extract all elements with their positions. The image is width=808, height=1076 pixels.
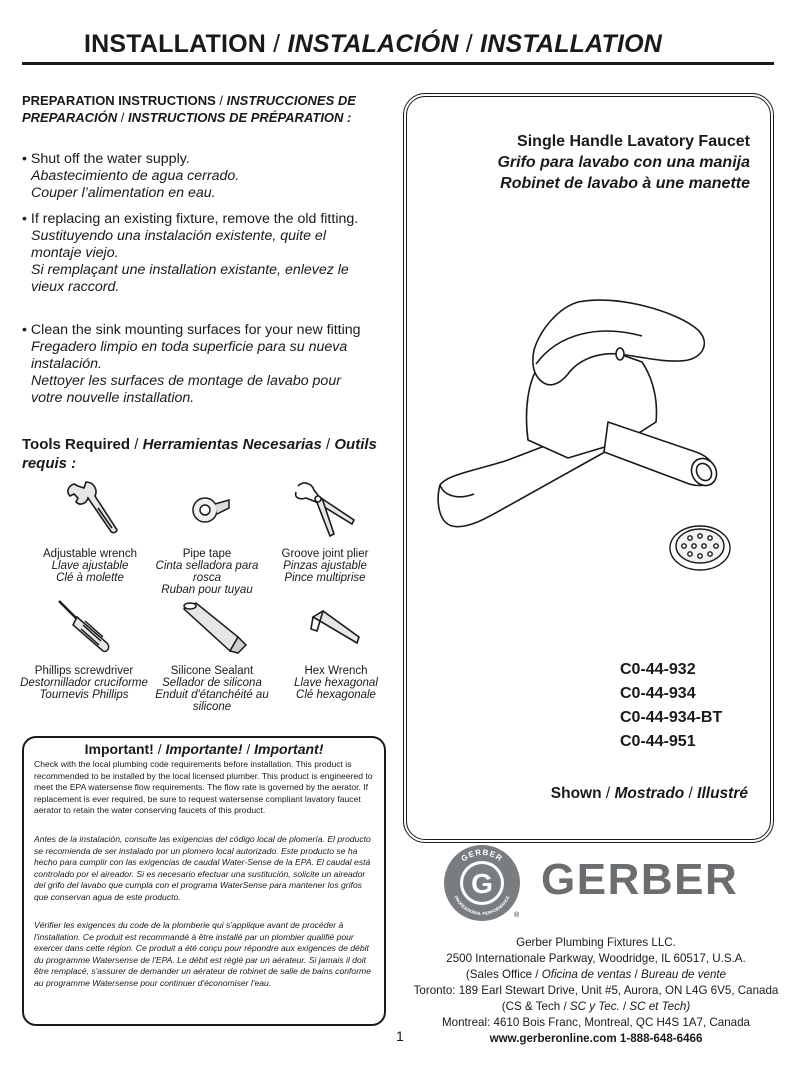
- important-heading: Important! / Importante! / Important!: [84, 741, 324, 757]
- prep-bullet-1: • Shut off the water supply. Abastecimiento de agua cerrado. Couper l’alimentation en eau.: [22, 151, 240, 201]
- shown-label: Shown / Mostrado / Illustré: [550, 785, 748, 802]
- tool-pipe-tape: Pipe tape Cinta selladora para rosca Ruban pour tuyau: [143, 478, 271, 596]
- important-text-fr: Vérifier les exigences du code de la plomberie qui s'applique avant de procéder à l'installation. Ce produit est recommandé à être installé par un plombier qualifié pour exercer dans cette région. Ce produit a été conçu pour répondre aux exigences de débit du programme Watersense de l'EPA. Le débit est réglé par un aérateur. Si jamais il doit être remplacé, s'assurer de demander un aérateur de robinet de salle de bains conforme au programme Watersense pour continuer d'économiser l'eau.: [34, 920, 371, 988]
- prep-bullet-3: • Clean the sink mounting surfaces for your new fitting Fregadero limpio en toda superficie para su nueva instalación. Nettoyer les surfaces de montage de lavabo pour votre nouvelle installation.: [22, 322, 361, 406]
- groove-joint-plier-icon: [290, 478, 360, 540]
- svg-text:G: G: [471, 868, 493, 899]
- faucet-illustration: [428, 290, 758, 580]
- svg-text:GERBER: GERBER: [459, 847, 505, 864]
- important-text-es: Antes de la instalación, consulte las exigencias del código local de plomería. El producto se recomienda de ser instalado por un plomero local autorizado. Este producto se ha hecho para cumplir con las exigencias de caudal Water-Sense de la EPA. El caudal está controlado por el aireador. Si es necesario efectuar una sustitución, solicite un aireador del grifo del lavabo que cumpla con el programa WaterSense para mantener los grifos que conservan agua de este producto.: [34, 834, 371, 902]
- gerber-seal-logo: [442, 843, 522, 923]
- tool-groove-joint-plier: Groove joint plier Pinzas ajustable Pince multiprise: [261, 478, 389, 584]
- adjustable-wrench-icon: [60, 478, 120, 540]
- brand-name: GERBER: [541, 855, 739, 904]
- pipe-tape-icon: [177, 478, 237, 540]
- model-number: C0-44-934: [620, 685, 696, 702]
- tool-silicone-sealant: Silicone Sealant Sellador de silicona Enduit d'étanchéité au silicone: [148, 595, 276, 713]
- phillips-screwdriver-icon: [49, 595, 119, 657]
- hex-wrench-icon: [301, 595, 371, 657]
- tools-heading: Tools Required / Herramientas Necesarias / Outils requis :: [22, 436, 377, 472]
- model-number: C0-44-951: [620, 733, 696, 750]
- prep-bullet-2: • If replacing an existing fixture, remove the old fitting. Sustituyendo una instalación existente, quite el montaje viejo. Si remplaçant une installation existante, enlevez le vieux raccord.: [22, 211, 359, 295]
- tool-phillips-screwdriver: Phillips screwdriver Destornillador cruciforme Tournevis Phillips: [20, 595, 148, 701]
- svg-text:PROFESSIONAL PERFORMANCE: PROFESSIONAL PERFORMANCE: [453, 894, 511, 917]
- registered-mark: ®: [514, 912, 520, 919]
- tool-adjustable-wrench: Adjustable wrench Llave ajustable Clé à molette: [26, 478, 154, 584]
- model-numbers: [620, 658, 722, 754]
- silicone-sealant-icon: [172, 595, 252, 657]
- page-title: INSTALLATION / INSTALACIÓN / INSTALLATION: [84, 30, 663, 58]
- important-text-en: Check with the local plumbing code requirements before installation. This product is recommended to be installed by the local licensed plumber. This product is engineered to meet the EPA watersense flow requirements. The flow rate is governed by the aerator. If replacement is ever required, be sure to request watersense compliant lavatory faucet aerator to retain the water conserving faucets of this product.: [34, 759, 373, 816]
- page-number: 1: [396, 1028, 404, 1044]
- preparation-heading: PREPARATION INSTRUCTIONS / INSTRUCCIONES DE PREPARACIÓN / INSTRUCTIONS DE PRÉPARATION :: [22, 93, 356, 125]
- website-phone[interactable]: www.gerberonline.com 1-888-648-6466: [489, 1032, 703, 1045]
- company-address: Gerber Plumbing Fixtures LLC. 2500 Internationale Parkway, Woodridge, IL 60517, U.S.A. (Sales Office / Oficina de ventas / Bureau de vente Toronto: 189 Earl Stewart Drive, Unit #5, Aurora, ON L4G 6V5, Canada (CS & Tech / SC y Tec. / SC et Tech) Montreal: 4610 Bois Franc, Montreal, QC H4S 1A7, Canada www.gerberonline.com 1-888-648-6466: [404, 935, 788, 1047]
- tool-hex-wrench: Hex Wrench Llave hexagonal Clé hexagonale: [272, 595, 400, 701]
- model-number: C0-44-934-BT: [620, 709, 723, 726]
- product-title: Single Handle Lavatory Faucet Grifo para lavabo con una manija Robinet de lavabo à une manette: [497, 133, 750, 192]
- title-rule: [22, 62, 774, 65]
- model-number: C0-44-932: [620, 661, 696, 678]
